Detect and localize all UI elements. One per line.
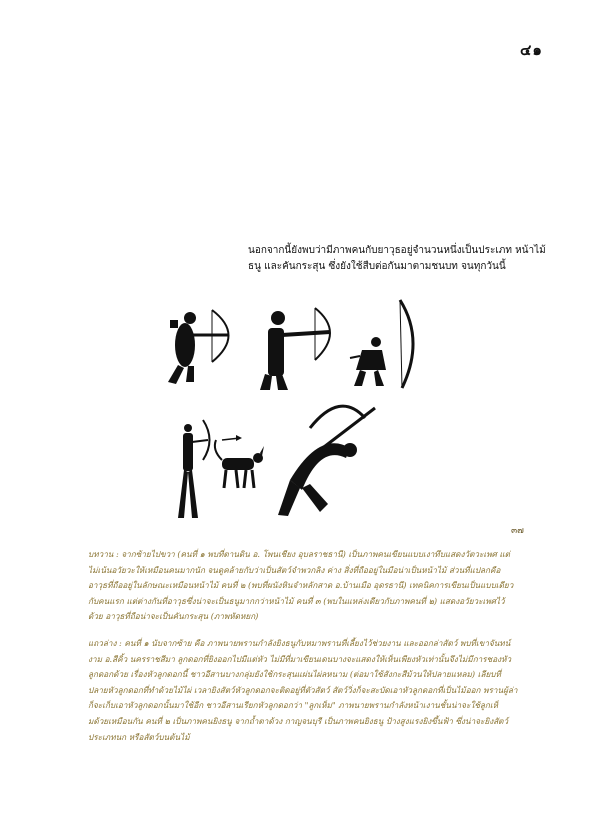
archer-figure-2: [260, 308, 330, 390]
rock-art-figures: [150, 290, 450, 540]
archer-figure-1: [168, 310, 229, 384]
archer-figure-upward: [278, 406, 375, 516]
caption-top-row: บทวาน : จากซ้ายไปขวา (คนที่ ๑ พบที่ตานดิน อ. โพนเชียง อุบลราชธานี) เป็นภาพคนเขียนแบบเงาทึบแสดงวัตวะเพศ แต่ไม่เน้นอวัยวะให้เหมือนคนมากนัก จนดูคล้ายกับว่าเป็นสัตว์จำพวกลิง ค่าง สิ่งที่ถืออยู่ในมือน่าเป็นหน้าไม้ ส่วนที่แปลกคือ อาวุธที่ถืออยู่ในลักษณะเหมือนหน้าไม้ คนที่ ๒ (พบที่ผนังหินจำหลักสาด อ.บ้านเมือ อุดรธานี) เทคนิคการเขียนเป็นแบบเดียวกับคนแรก แต่ต่างกันที่อาวุธซึ่งน่าจะเป็นธนูมากกว่าหน้าไม้ คนที่ ๓ (พบในแหล่งเดียวกับภาพคนที่ ๒) แสดงอวัยวะเพศไว้ด้วย อาวุธที่ถือน่าจะเป็นคันกระสุน (ภาพหัดหยก): [88, 549, 514, 622]
figure-code: ๓๗: [511, 526, 524, 536]
page-number: ๔๑: [520, 41, 543, 59]
intro-paragraph: นอกจากนี้ยังพบว่ามีภาพคนกับยาวุธอยู่จำนวนหนึ่งเป็นประเภท หน้าไม้ ธนู และคันกระสุน ซึ่งยังใช้สืบต่อกันมาตามชนบท จนทุกวันนี้: [248, 245, 546, 272]
caption-bottom-row: แถวล่าง : คนที่ ๑ นับจากซ้าย คือ ภาพนายพรานกำลังยิงธนูกับหมาพรานที่เลี้ยงไว้ช่วยงาน และออกล่าสัตว์ พบที่เขาจันทน์งาม อ.สีคิ้ว นครราชสีมา ลูกดอกที่ยิงออกไปมีแต่หัว ไม่มีที่มาเขียนเดนบางจะแสดงให้เห็นเพียงหัวเท่านั้นจึงไม่มีการชองหัวลูกดอกด้วย เรื่องหัวลูกดอกนี้ ชาวอีสานบางกลุ่มยังใช้กระสุนแผ่นไผ่ลหนาม (ต่อมาใช้สังกะสีม้วนให้ปลายแหลม) เลียบที่ปลายหัวลูกดอกที่ทำด้วยไม้ไผ่ เวลายิงสัตว์หัวลูกดอกจะติดอยู่ที่ตัวสัตว์ สัตว์วิ่งก็จะสะบัดเอาหัวลูกดอกที่เป็นไม้ออก พรานผู้ล่าก็จะเก็บเอาหัวลูกดอกนั้นมาใช้อีก ชาวอีสานเรียกหัวลูกดอกว่า "ลูกเห็ม" ภาพนายพรานกำลังหน้าเงานชั้นน่าจะใช้ลูกเห็มด้วยเหมือนกัน คนที่ ๒ เป็นภาพคนยิงธนู จากถ้ำตาด้วง กาญจนบุรี เป็นภาพคนยิงธนู ป้างสูงแรงยิงขึ้นฟ้า ซึ่งน่าจะยิงสัตว์ประเภทนก หรือสัตว์บนต้นไม้: [88, 638, 518, 742]
archer-figure-3: [350, 300, 413, 388]
hunting-dog-figure: [215, 440, 264, 488]
